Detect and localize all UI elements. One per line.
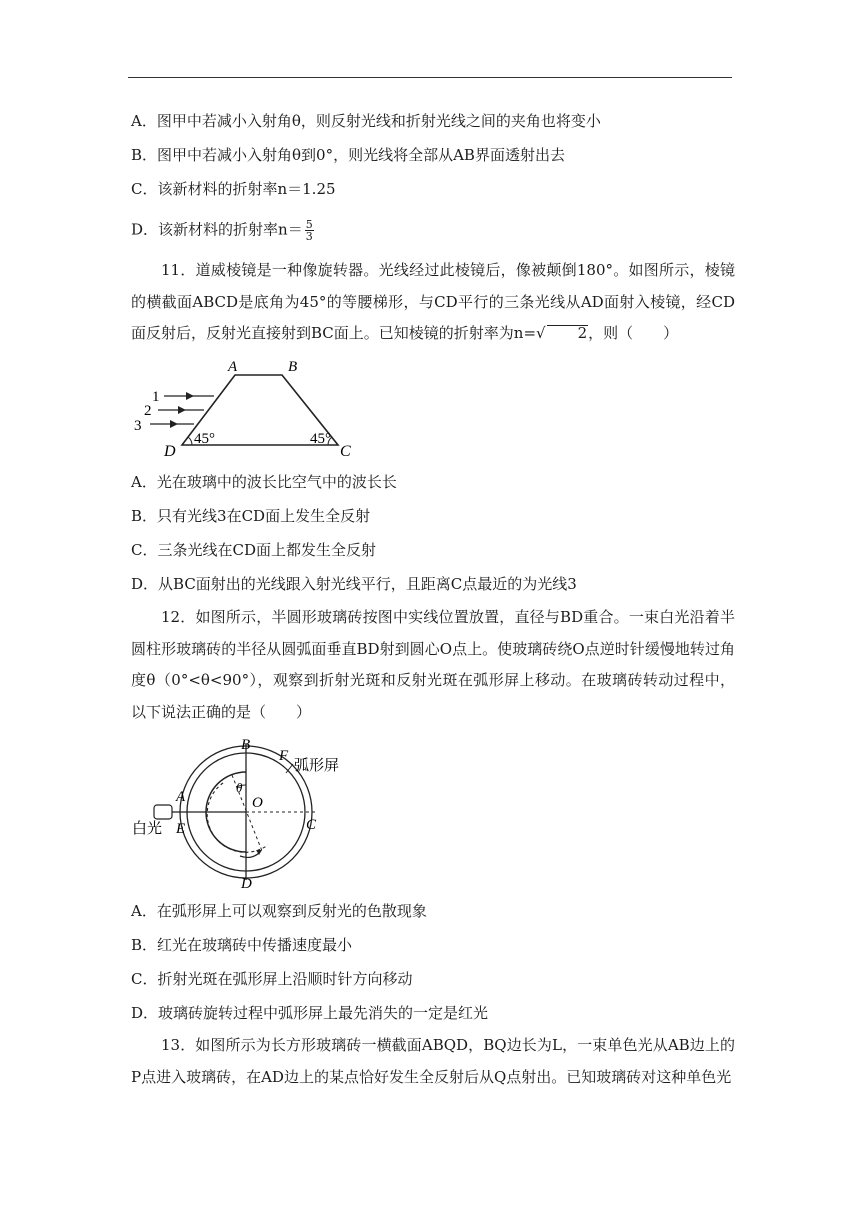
q11-option-d: D．从BC面射出的光线跟入射光线平行，且距离C点最近的为光线3 bbox=[131, 575, 577, 593]
q10-option-a: A．图甲中若减小入射角θ，则反射光线和折射光线之间的夹角也将变小 bbox=[131, 112, 601, 130]
angle-label-right: 45° bbox=[310, 431, 331, 447]
arrow-1-icon bbox=[186, 392, 194, 400]
label-o: O bbox=[252, 795, 263, 811]
label-d: D bbox=[164, 443, 176, 460]
ray-label-2: 2 bbox=[144, 403, 152, 419]
label-a: A bbox=[176, 789, 186, 805]
angle-arc-d bbox=[188, 437, 192, 445]
prism-trapezoid-figure bbox=[128, 355, 368, 460]
ray-label-1: 1 bbox=[152, 389, 160, 405]
label-f: F bbox=[279, 748, 289, 764]
label-b: B bbox=[288, 359, 298, 375]
label-b: B bbox=[241, 737, 251, 753]
q10-option-c: C．该新材料的折射率n＝1.25 bbox=[131, 180, 336, 198]
label-a: A bbox=[228, 359, 238, 375]
fraction-numerator: 5 bbox=[305, 218, 313, 231]
semicircle-glass-figure bbox=[128, 735, 358, 890]
q11-stem-tail: ，则（ ） bbox=[588, 324, 679, 342]
label-e: E bbox=[176, 821, 186, 837]
q10-option-b: B．图甲中若减小入射角θ到0°，则光线将全部从AB界面透射出去 bbox=[131, 146, 565, 164]
arrow-2-icon bbox=[178, 406, 186, 414]
q11-stem-text: 11．道威棱镜是一种像旋转器。光线经过此棱镜后，像被颠倒180°。如图所示，棱镜的横截面ABCD是底角为45°的等腰梯形，与CD平行的三条光线从AD面射入棱镜，经CD面反射后，反射光直接射到BC面上。已知棱镜的折射率为n= bbox=[131, 261, 735, 342]
q10-option-d bbox=[131, 219, 314, 242]
q13-stem: 13．如图所示为长方形玻璃砖一横截面ABQD，BQ边长为L，一束单色光从AB边上的P点进入玻璃砖，在AD边上的某点恰好发生全反射后从Q点射出。已知玻璃砖对这种单色光 bbox=[131, 1036, 735, 1086]
label-d: D bbox=[241, 876, 252, 890]
label-c: C bbox=[340, 443, 351, 460]
q12-option-b: B．红光在玻璃砖中传播速度最小 bbox=[131, 936, 353, 954]
light-source bbox=[154, 805, 172, 819]
theta-label: θ bbox=[236, 780, 243, 795]
label-c: C bbox=[306, 817, 317, 833]
screen-label: 弧形屏 bbox=[294, 758, 340, 774]
ray-label-3: 3 bbox=[134, 418, 142, 434]
q12-option-a: A．在弧形屏上可以观察到反射光的色散现象 bbox=[131, 902, 427, 920]
sqrt-radicand: 2 bbox=[547, 325, 589, 341]
q11-stem bbox=[131, 255, 735, 355]
q12-option-c: C．折射光斑在弧形屏上沿顺时针方向移动 bbox=[131, 970, 413, 988]
q11-option-a: A．光在玻璃中的波长比空气中的波长长 bbox=[131, 473, 397, 491]
sqrt-symbol: √ bbox=[536, 324, 546, 342]
light-label: 白光 bbox=[132, 821, 163, 837]
angle-label-left: 45° bbox=[194, 431, 215, 447]
arrow-3-icon bbox=[170, 420, 178, 428]
q11-option-b: B．只有光线3在CD面上发生全反射 bbox=[131, 507, 371, 525]
rotation-arrow-arc bbox=[240, 853, 259, 857]
q10-option-d-prefix: D．该新材料的折射率n＝ bbox=[131, 220, 303, 239]
q12-stem: 12．如图所示，半圆形玻璃砖按图中实线位置放置，直径与BD重合。一束白光沿着半圆柱形玻璃砖的半径从圆弧面垂直BD射到圆心O点上。使玻璃砖绕O点逆时针缓慢地转过角度θ（0°<θ<90°），观察到折射光斑和反射光斑在弧形屏上移动。在玻璃砖转动过程中，以下说法正确的是（ ） bbox=[131, 608, 735, 721]
fraction bbox=[305, 219, 314, 242]
header-rule bbox=[128, 77, 732, 78]
q12-option-d: D．玻璃砖旋转过程中弧形屏上最先消失的一定是红光 bbox=[131, 1004, 489, 1022]
q11-option-c: C．三条光线在CD面上都发生全反射 bbox=[131, 541, 376, 559]
fraction-denominator: 3 bbox=[305, 230, 313, 243]
